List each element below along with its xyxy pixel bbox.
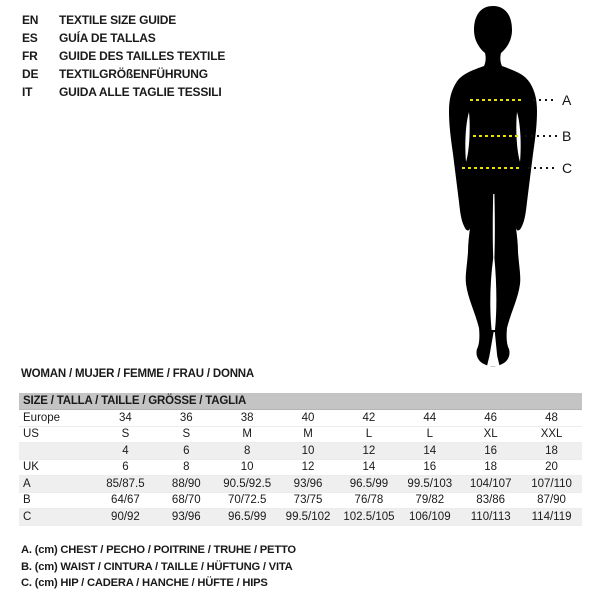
legend-hip: C. (cm) HIP / CADERA / HANCHE / HÜFTE / HIPS <box>21 577 268 589</box>
table-cell: S <box>182 428 191 441</box>
table-cell: 6 <box>183 444 190 457</box>
table-cell: 34 <box>119 411 132 424</box>
lang-label: TEXTILGRÖßENFÜHRUNG <box>59 67 208 81</box>
table-cell: 36 <box>179 411 193 424</box>
table-cell: 8 <box>183 461 190 474</box>
table-cell: XL <box>483 428 498 441</box>
table-cell: 46 <box>484 411 498 424</box>
row-label: C <box>23 510 32 523</box>
table-cell: 76/78 <box>354 494 384 507</box>
woman-silhouette <box>449 6 537 366</box>
lang-label: GUIDE DES TAILLES TEXTILE <box>59 49 226 63</box>
table-cell: 83/86 <box>476 494 506 507</box>
lang-label: GUÍA DE TALLAS <box>59 31 156 45</box>
table-cell: 4 <box>122 444 129 457</box>
table-cell: 8 <box>243 444 251 457</box>
table-row-us <box>19 427 582 444</box>
lang-code: EN <box>22 13 39 27</box>
table-cell: 87/90 <box>537 494 566 507</box>
table-cell: 10 <box>301 444 315 457</box>
table-cell: 6 <box>122 461 129 474</box>
table-cell: 38 <box>240 411 254 424</box>
table-cell: 10 <box>240 461 254 474</box>
measurement-legend <box>21 544 296 594</box>
row-label: B <box>23 494 31 507</box>
legend-chest: A. (cm) CHEST / PECHO / POITRINE / TRUHE / PETTO <box>21 544 296 556</box>
table-cell: 73/75 <box>293 494 323 507</box>
table-cell: L <box>365 428 373 441</box>
table-cell: 14 <box>423 444 437 457</box>
table-cell: 44 <box>423 411 437 424</box>
lang-label: TEXTILE SIZE GUIDE <box>59 13 177 27</box>
table-cell: 64/67 <box>111 494 140 507</box>
table-cell: 85/87.5 <box>106 477 145 490</box>
row-label: A <box>23 477 31 490</box>
table-cell: L <box>426 428 434 441</box>
table-cell: 110/113 <box>470 510 511 523</box>
table-cell: 40 <box>301 411 315 424</box>
table-cell: M <box>242 428 252 441</box>
table-cell: 99.5/102 <box>285 510 331 523</box>
table-cell: M <box>303 428 313 441</box>
row-label: UK <box>23 461 39 474</box>
lang-code: FR <box>22 49 38 63</box>
table-row-hip <box>19 509 582 526</box>
lang-row-de <box>22 67 225 85</box>
table-cell: 42 <box>362 411 376 424</box>
table-cell: 16 <box>423 461 437 474</box>
table-cell: 20 <box>545 461 558 474</box>
table-cell: 90/92 <box>111 510 140 523</box>
measure-label-c: C <box>562 160 573 176</box>
table-cell: 107/110 <box>531 477 572 490</box>
table-row-waist <box>19 493 582 510</box>
size-table-header: SIZE / TALLA / TAILLE / GRÖSSE / TAGLIA <box>19 393 582 410</box>
table-cell: 18 <box>484 461 498 474</box>
lang-row-fr <box>22 49 225 67</box>
table-row-us-numeric <box>19 443 582 460</box>
lang-code: IT <box>22 85 33 99</box>
table-cell: 99.5/103 <box>407 477 453 490</box>
table-cell: 114/119 <box>531 510 572 523</box>
language-title-block <box>22 13 225 103</box>
row-label: US <box>23 428 39 441</box>
woman-silhouette-svg <box>420 0 600 375</box>
measurement-figure <box>420 0 600 375</box>
table-cell: 12 <box>362 444 376 457</box>
table-cell: 18 <box>545 444 558 457</box>
table-cell: 14 <box>362 461 376 474</box>
size-table <box>19 393 582 526</box>
table-cell: 12 <box>301 461 315 474</box>
table-cell: S <box>121 428 130 441</box>
lang-row-es <box>22 31 225 49</box>
table-row-chest <box>19 476 582 493</box>
table-cell: 48 <box>545 411 558 424</box>
lang-label: GUIDA ALLE TAGLIE TESSILI <box>59 85 222 99</box>
legend-waist: B. (cm) WAIST / CINTURA / TAILLE / HÜFTUNG / VITA <box>21 560 293 573</box>
lang-code: ES <box>22 31 38 45</box>
table-cell: 102.5/105 <box>343 510 395 523</box>
table-cell: 93/96 <box>171 510 201 523</box>
lang-code: DE <box>22 67 39 81</box>
table-cell: 93/96 <box>293 477 323 490</box>
measure-label-a: A <box>562 92 572 108</box>
lang-row-it <box>22 85 225 103</box>
gender-heading: WOMAN / MUJER / FEMME / FRAU / DONNA <box>21 368 255 380</box>
measure-label-b: B <box>562 128 572 144</box>
table-cell: 70/72.5 <box>228 494 267 507</box>
table-cell: 88/90 <box>171 477 201 490</box>
table-row-europe <box>19 410 582 427</box>
table-cell: 104/107 <box>469 477 512 490</box>
row-label: Europe <box>23 411 61 424</box>
table-cell: XXL <box>540 428 563 441</box>
table-cell: 106/109 <box>409 510 451 523</box>
table-cell: 16 <box>484 444 498 457</box>
lang-row-en <box>22 13 225 31</box>
table-row-uk <box>19 460 582 477</box>
table-cell: 96.5/99 <box>228 510 267 523</box>
table-cell: 96.5/99 <box>349 477 389 490</box>
table-cell: 68/70 <box>171 494 201 507</box>
table-cell: 90.5/92.5 <box>223 477 272 490</box>
table-cell: 79/82 <box>415 494 445 507</box>
